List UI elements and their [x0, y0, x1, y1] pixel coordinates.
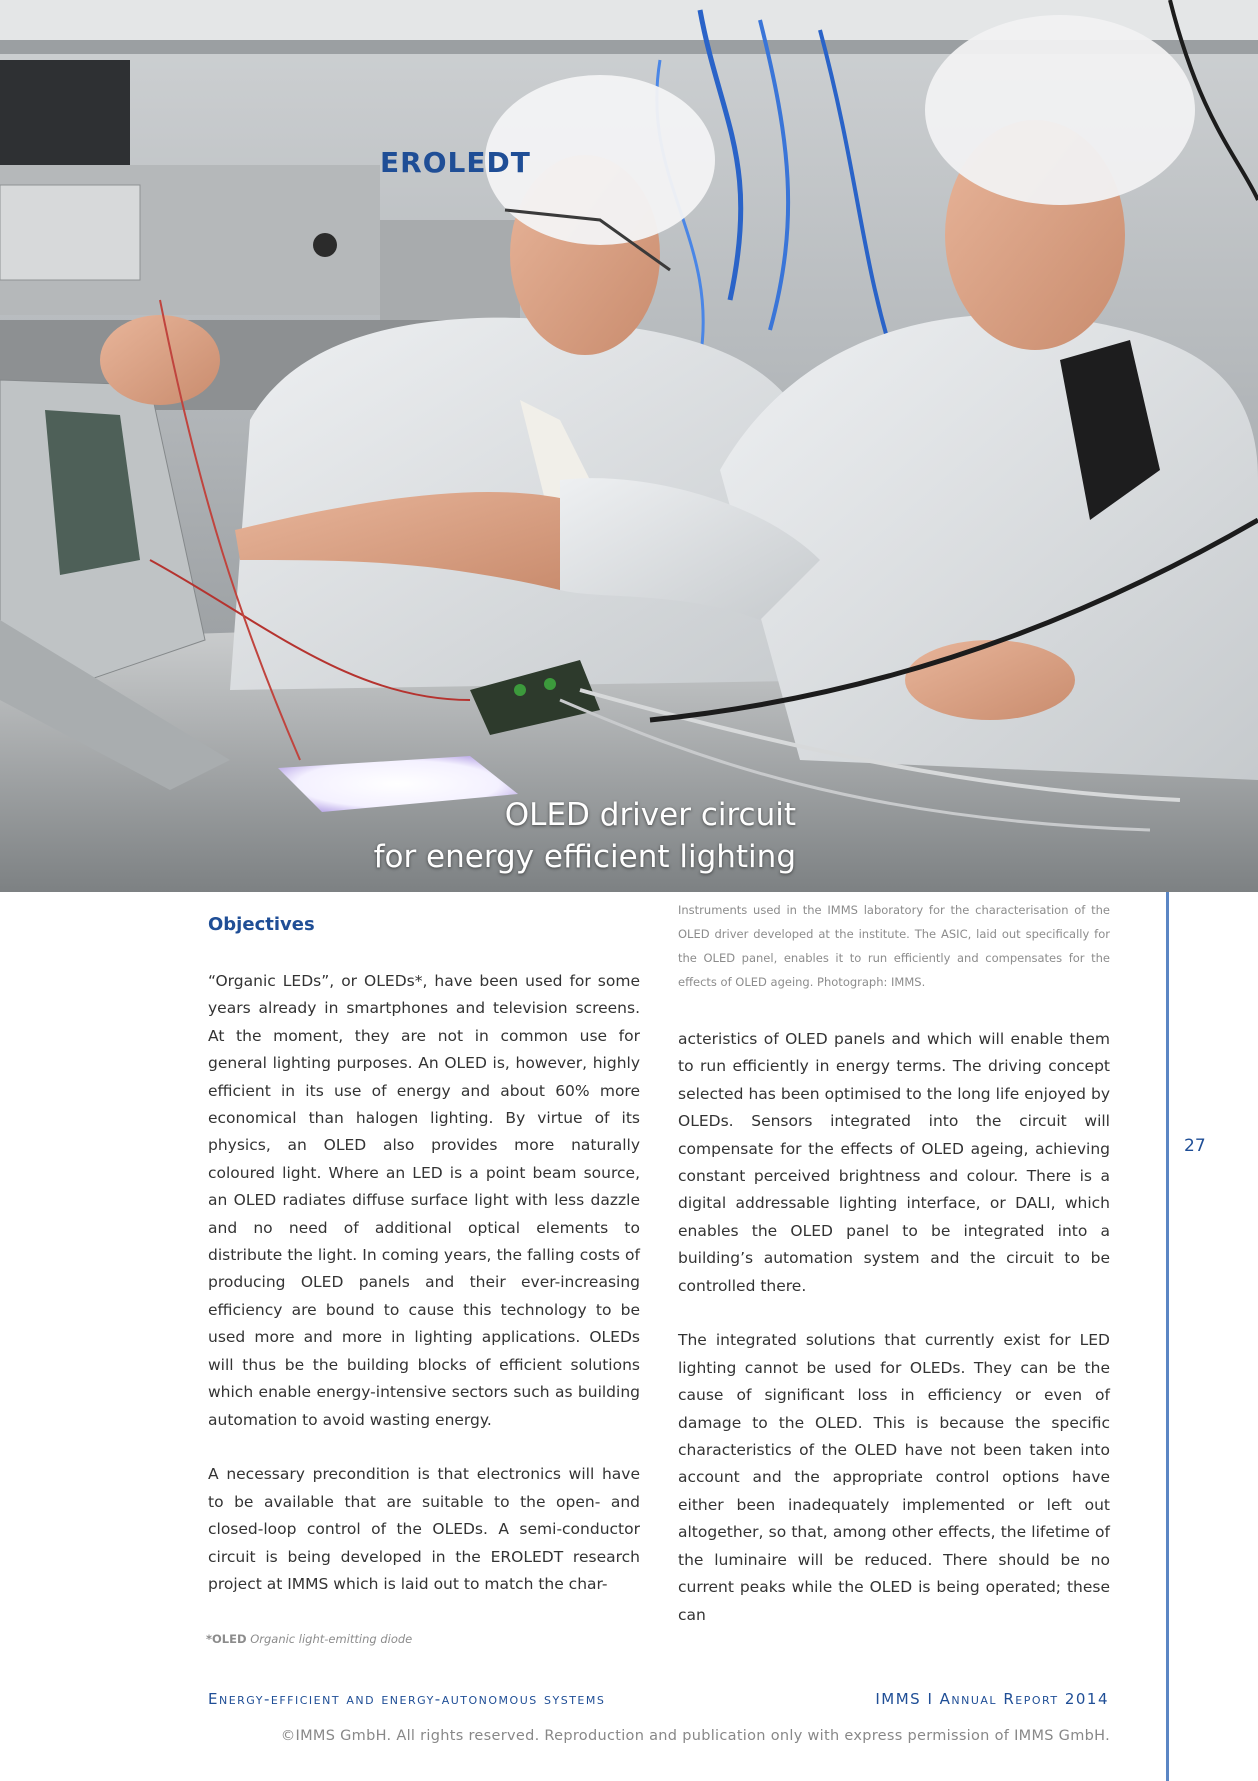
hero-title [374, 794, 796, 878]
paragraph: “Organic LEDs”, or OLEDs*, have been used for some years already in smartphones and television screens. At the moment, they are not in common use for general lighting purposes. An OLED is, however, highly efficient in its use of energy and about 60% more economical than halogen lighting. By virtue of its physics, an OLED also provides more naturally coloured light. Where an LED is a point beam source, an OLED radiates diffuse surface light with less dazzle and no need of additional optical elements to distribute the light. In coming years, the falling costs of producing OLED panels and their ever-increasing efficiency are bound to cause this technology to be used more and more in lighting applications. OLEDs will thus be the building blocks of efficient solutions which enable energy-intensive sectors such as building automation to avoid wasting energy. [208, 972, 640, 1429]
project-tag: EROLEDT [380, 146, 531, 179]
paragraph: acteristics of OLED panels and which will enable them to run efficiently in energy terms. The driving concept selected has been optimised to the long life enjoyed by OLEDs. Sensors integrated into the circuit will compensate for the effects of OLED ageing, achieving constant perceived brightness and colour. There is a digital addressable lighting interface, or DALI, which enables the OLED panel to be integrated into a building’s automation system and the circuit to be controlled there. [678, 1030, 1110, 1295]
footer-section-title: Energy-efficient and energy-autonomous systems [208, 1690, 606, 1708]
footer-report-title: IMMS I Annual Report 2014 [875, 1690, 1109, 1708]
hero-title-line1: OLED driver circuit [504, 797, 796, 833]
section-heading: Objectives [208, 914, 315, 935]
footnote-term: *OLED [206, 1632, 247, 1646]
right-column [678, 1026, 1110, 1656]
left-column [208, 968, 640, 1626]
page-number: 27 [1184, 1136, 1206, 1156]
photo-caption: Instruments used in the IMMS laboratory for the characterisation of the OLED driver developed at the institute. The ASIC, laid out specifically for the OLED panel, enables it to run efficiently and compensates for the effects of OLED ageing. Photograph: IMMS. [678, 903, 1110, 989]
footnote-definition: Organic light-emitting diode [250, 1632, 413, 1646]
paragraph: The integrated solutions that currently exist for LED lighting cannot be used for OLEDs. They can be the cause of significant loss in efficiency or even of damage to the OLED. This is because the specific characteristics of the OLED have not been taken into account and the appropriate control options have either been inadequately implemented or left out altogether, so that, among other effects, the lifetime of the luminaire will be reduced. There should be no current peaks while the OLED is being operated; these can [678, 1331, 1110, 1624]
copyright-notice: ©IMMS GmbH. All rights reserved. Reproduction and publication only with express permission of IMMS GmbH. [280, 1728, 1110, 1744]
margin-rule [1166, 892, 1169, 1781]
hero-title-line2: for energy efficient lighting [373, 839, 796, 875]
paragraph: A necessary precondition is that electronics will have to be available that are suitable to the open- and closed-loop control of the OLEDs. A semi-conductor circuit is being developed in the EROLEDT research project at IMMS which is laid out to match the char- [208, 1465, 640, 1593]
footnote [206, 1632, 412, 1646]
